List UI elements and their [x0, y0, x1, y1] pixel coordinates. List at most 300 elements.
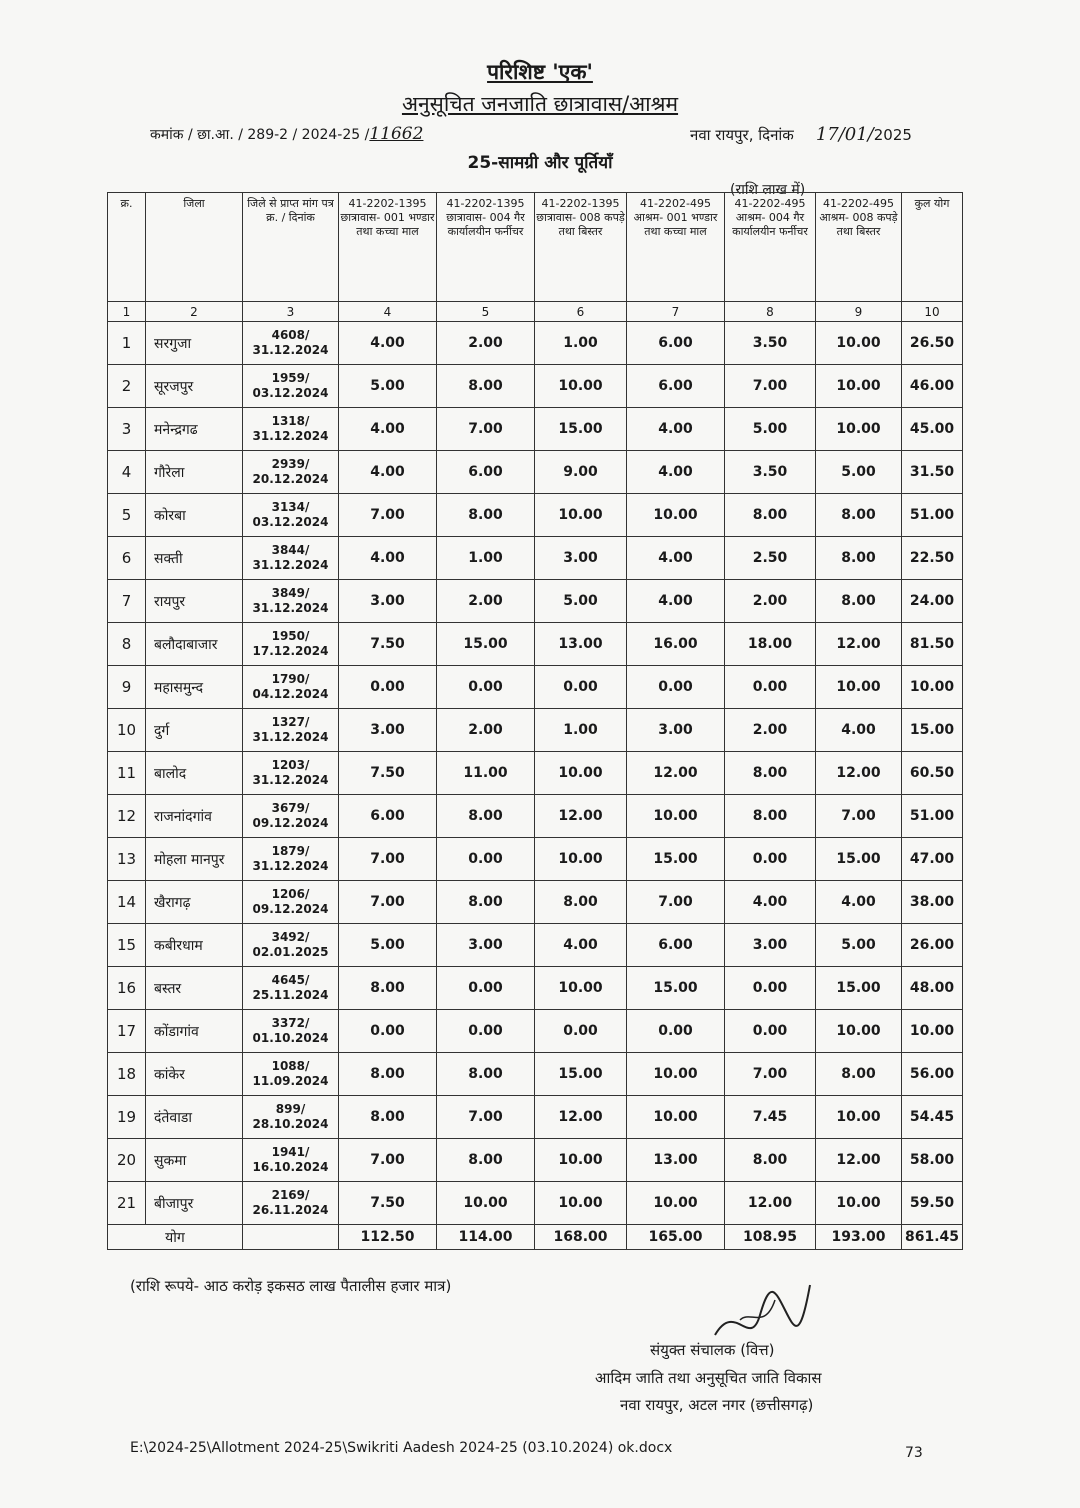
demand-ref-cell — [243, 322, 339, 365]
demand-ref-cell — [243, 924, 339, 967]
amount-cell: 10.00 — [816, 1182, 902, 1225]
amount-cell: 15.00 — [627, 967, 725, 1010]
amount-cell: 8.00 — [437, 1139, 535, 1182]
demand-ref-cell — [243, 967, 339, 1010]
amount-cell: 10.00 — [535, 1139, 627, 1182]
amount-cell: 3.00 — [339, 580, 437, 623]
serial-number-cell: 8 — [108, 623, 146, 666]
row-total-cell: 56.00 — [902, 1053, 963, 1096]
amount-cell: 12.00 — [535, 795, 627, 838]
amount-cell: 15.00 — [535, 408, 627, 451]
row-total-cell: 58.00 — [902, 1139, 963, 1182]
amount-cell: 5.00 — [816, 924, 902, 967]
amount-cell: 0.00 — [627, 1010, 725, 1053]
district-cell: सुकमा — [146, 1139, 243, 1182]
district-cell: दंतेवाडा — [146, 1096, 243, 1139]
demand-ref-number: 3844/ — [271, 543, 310, 557]
amount-cell: 12.00 — [816, 752, 902, 795]
table-row — [108, 881, 963, 924]
column-number-cell: 10 — [902, 302, 963, 322]
amount-cell: 8.00 — [437, 795, 535, 838]
demand-ref-number: 3134/ — [271, 500, 310, 514]
serial-number-cell: 16 — [108, 967, 146, 1010]
signatory-department: आदिम जाति तथा अनुसूचित जाति विकास — [595, 1369, 822, 1387]
row-total-cell: 22.50 — [902, 537, 963, 580]
table-row — [108, 924, 963, 967]
amount-cell: 2.00 — [725, 580, 816, 623]
amount-cell: 6.00 — [437, 451, 535, 494]
table-row — [108, 709, 963, 752]
table-row — [108, 1010, 963, 1053]
amount-in-words: (राशि रूपये- आठ करोड़ इकसठ लाख पैतालीस हजार मात्र) — [130, 1277, 452, 1295]
amount-cell: 5.00 — [339, 365, 437, 408]
table-row — [108, 752, 963, 795]
district-cell: कोरबा — [146, 494, 243, 537]
date-year: 2025 — [873, 126, 912, 144]
demand-ref-date: 03.12.2024 — [252, 515, 329, 529]
amount-cell: 3.00 — [535, 537, 627, 580]
amount-cell: 10.00 — [816, 408, 902, 451]
demand-ref-date: 31.12.2024 — [252, 730, 329, 744]
table-row — [108, 580, 963, 623]
amount-cell: 8.00 — [816, 537, 902, 580]
district-cell: कबीरधाम — [146, 924, 243, 967]
amount-cell: 2.00 — [437, 580, 535, 623]
file-path: E:\2024-25\Allotment 2024-25\Swikriti Aadesh 2024-25 (03.10.2024) ok.docx — [130, 1440, 673, 1456]
serial-number-cell: 17 — [108, 1010, 146, 1053]
row-total-cell: 46.00 — [902, 365, 963, 408]
amount-cell: 10.00 — [437, 1182, 535, 1225]
demand-ref-cell — [243, 881, 339, 924]
amount-cell: 2.00 — [725, 709, 816, 752]
amount-cell: 4.00 — [816, 881, 902, 924]
amount-cell: 0.00 — [725, 838, 816, 881]
amount-cell: 0.00 — [535, 1010, 627, 1053]
table-row — [108, 494, 963, 537]
demand-ref-cell — [243, 580, 339, 623]
demand-ref-cell — [243, 1096, 339, 1139]
amount-cell: 7.00 — [816, 795, 902, 838]
amount-cell: 10.00 — [816, 666, 902, 709]
amount-cell: 4.00 — [816, 709, 902, 752]
district-cell: बस्तर — [146, 967, 243, 1010]
row-total-cell: 38.00 — [902, 881, 963, 924]
amount-cell: 10.00 — [535, 365, 627, 408]
amount-cell: 7.00 — [339, 494, 437, 537]
amount-cell: 10.00 — [627, 1053, 725, 1096]
amount-cell: 10.00 — [535, 1182, 627, 1225]
amount-cell: 7.00 — [339, 1139, 437, 1182]
column-total-cell: 168.00 — [535, 1225, 627, 1250]
unit-note: (राशि लाख में) — [730, 182, 806, 198]
amount-cell: 7.45 — [725, 1096, 816, 1139]
row-total-cell: 54.45 — [902, 1096, 963, 1139]
district-cell: सूरजपुर — [146, 365, 243, 408]
amount-cell: 10.00 — [816, 1096, 902, 1139]
amount-cell: 7.00 — [437, 408, 535, 451]
amount-cell: 7.00 — [725, 365, 816, 408]
amount-cell: 1.00 — [535, 322, 627, 365]
column-number-cell: 8 — [725, 302, 816, 322]
header-cell: जिला — [146, 193, 243, 302]
amount-cell: 10.00 — [816, 365, 902, 408]
demand-ref-number: 2169/ — [271, 1188, 310, 1202]
header-cell: 41-2202-495 आश्रम- 008 कपड़े तथा बिस्तर — [816, 193, 902, 302]
demand-ref-cell — [243, 795, 339, 838]
demand-ref-number: 1206/ — [271, 887, 310, 901]
row-total-cell: 47.00 — [902, 838, 963, 881]
demand-ref-date: 09.12.2024 — [252, 902, 329, 916]
amount-cell: 15.00 — [816, 967, 902, 1010]
table-row — [108, 1139, 963, 1182]
amount-cell: 10.00 — [627, 1182, 725, 1225]
amount-cell: 8.00 — [816, 580, 902, 623]
amount-cell: 8.00 — [725, 494, 816, 537]
row-total-cell: 26.50 — [902, 322, 963, 365]
amount-cell: 16.00 — [627, 623, 725, 666]
amount-cell: 0.00 — [339, 1010, 437, 1053]
amount-cell: 8.00 — [816, 494, 902, 537]
demand-ref-number: 899/ — [275, 1102, 306, 1116]
amount-cell: 8.00 — [535, 881, 627, 924]
amount-cell: 12.00 — [627, 752, 725, 795]
amount-cell: 12.00 — [535, 1096, 627, 1139]
demand-ref-date: 09.12.2024 — [252, 816, 329, 830]
amount-cell: 3.00 — [627, 709, 725, 752]
amount-cell: 4.00 — [339, 451, 437, 494]
amount-cell: 8.00 — [339, 1096, 437, 1139]
header-cell: कुल योग — [902, 193, 963, 302]
demand-ref-cell — [243, 1010, 339, 1053]
demand-ref-date: 31.12.2024 — [252, 859, 329, 873]
district-cell: दुर्ग — [146, 709, 243, 752]
demand-ref-number: 4608/ — [271, 328, 310, 342]
amount-cell: 4.00 — [627, 537, 725, 580]
reference-handwritten: 11662 — [369, 124, 424, 144]
table-row — [108, 838, 963, 881]
amount-cell: 4.00 — [627, 408, 725, 451]
amount-cell: 3.00 — [725, 924, 816, 967]
amount-cell: 0.00 — [725, 967, 816, 1010]
serial-number-cell: 7 — [108, 580, 146, 623]
demand-ref-number: 3492/ — [271, 930, 310, 944]
grand-total-cell: 861.45 — [902, 1225, 963, 1250]
column-number-row — [108, 302, 963, 322]
amount-cell: 13.00 — [535, 623, 627, 666]
amount-cell: 8.00 — [437, 1053, 535, 1096]
amount-cell: 7.50 — [339, 623, 437, 666]
serial-number-cell: 15 — [108, 924, 146, 967]
demand-ref-cell — [243, 623, 339, 666]
row-total-cell: 31.50 — [902, 451, 963, 494]
row-total-cell: 51.00 — [902, 795, 963, 838]
demand-ref-number: 1879/ — [271, 844, 310, 858]
serial-number-cell: 20 — [108, 1139, 146, 1182]
table-row — [108, 322, 963, 365]
demand-ref-date: 01.10.2024 — [252, 1031, 329, 1045]
demand-ref-number: 1327/ — [271, 715, 310, 729]
demand-ref-cell — [243, 408, 339, 451]
serial-number-cell: 1 — [108, 322, 146, 365]
demand-ref-date: 02.01.2025 — [252, 945, 329, 959]
amount-cell: 4.00 — [627, 580, 725, 623]
table-row — [108, 537, 963, 580]
column-total-cell: 114.00 — [437, 1225, 535, 1250]
amount-cell: 3.00 — [339, 709, 437, 752]
amount-cell: 6.00 — [627, 365, 725, 408]
row-total-cell: 59.50 — [902, 1182, 963, 1225]
amount-cell: 4.00 — [339, 537, 437, 580]
demand-ref-cell — [243, 666, 339, 709]
demand-ref-date: 31.12.2024 — [252, 601, 329, 615]
serial-number-cell: 13 — [108, 838, 146, 881]
header-cell: 41-2202-495 आश्रम- 001 भण्डार तथा कच्चा माल — [627, 193, 725, 302]
serial-number-cell: 12 — [108, 795, 146, 838]
amount-cell: 10.00 — [816, 1010, 902, 1053]
table-row — [108, 795, 963, 838]
signatory-address: नवा रायपुर, अटल नगर (छत्तीसगढ़) — [620, 1396, 814, 1414]
amount-cell: 0.00 — [437, 1010, 535, 1053]
amount-cell: 15.00 — [437, 623, 535, 666]
table-row — [108, 1096, 963, 1139]
amount-cell: 3.50 — [725, 451, 816, 494]
demand-ref-date: 20.12.2024 — [252, 472, 329, 486]
amount-cell: 10.00 — [535, 752, 627, 795]
amount-cell: 8.00 — [816, 1053, 902, 1096]
district-cell: बलौदाबाजार — [146, 623, 243, 666]
demand-ref-number: 3372/ — [271, 1016, 310, 1030]
column-total-cell: 108.95 — [725, 1225, 816, 1250]
demand-ref-number: 2939/ — [271, 457, 310, 471]
demand-ref-date: 17.12.2024 — [252, 644, 329, 658]
amount-cell: 12.00 — [816, 1139, 902, 1182]
column-number-cell: 2 — [146, 302, 243, 322]
header-cell: क्र. — [108, 193, 146, 302]
row-total-cell: 60.50 — [902, 752, 963, 795]
table-row — [108, 1053, 963, 1096]
district-cell: मनेन्द्रगढ — [146, 408, 243, 451]
place-date-label: नवा रायपुर, दिनांक — [690, 126, 794, 144]
serial-number-cell: 21 — [108, 1182, 146, 1225]
row-total-cell: 48.00 — [902, 967, 963, 1010]
serial-number-cell: 9 — [108, 666, 146, 709]
table-header-row — [108, 193, 963, 302]
column-number-cell: 5 — [437, 302, 535, 322]
demand-ref-cell — [243, 451, 339, 494]
header-cell: 41-2202-1395 छात्रावास- 001 भण्डार तथा कच्चा माल — [339, 193, 437, 302]
amount-cell: 5.00 — [535, 580, 627, 623]
amount-cell: 4.00 — [535, 924, 627, 967]
demand-ref-number: 1941/ — [271, 1145, 310, 1159]
district-cell: राजनांदगांव — [146, 795, 243, 838]
district-cell: महासमुन्द — [146, 666, 243, 709]
table-row — [108, 365, 963, 408]
amount-cell: 8.00 — [437, 494, 535, 537]
demand-ref-date: 26.11.2024 — [252, 1203, 329, 1217]
serial-number-cell: 19 — [108, 1096, 146, 1139]
amount-cell: 5.00 — [816, 451, 902, 494]
amount-cell: 12.00 — [725, 1182, 816, 1225]
amount-cell: 8.00 — [339, 1053, 437, 1096]
column-number-cell: 1 — [108, 302, 146, 322]
amount-cell: 1.00 — [535, 709, 627, 752]
row-total-cell: 10.00 — [902, 666, 963, 709]
amount-cell: 15.00 — [816, 838, 902, 881]
district-cell: रायपुर — [146, 580, 243, 623]
amount-cell: 10.00 — [627, 494, 725, 537]
date-handwritten: 17/01/ — [815, 124, 874, 145]
header-cell: 41-2202-1395 छात्रावास- 008 कपड़े तथा बिस्तर — [535, 193, 627, 302]
demand-ref-cell — [243, 537, 339, 580]
header-cell: जिले से प्राप्त मांग पत्र क्र. / दिनांक — [243, 193, 339, 302]
amount-cell: 7.00 — [339, 838, 437, 881]
amount-cell: 8.00 — [437, 881, 535, 924]
table-row — [108, 1182, 963, 1225]
row-total-cell: 15.00 — [902, 709, 963, 752]
column-total-cell: 112.50 — [339, 1225, 437, 1250]
district-cell: मोहला मानपुर — [146, 838, 243, 881]
place-date — [690, 124, 912, 145]
demand-ref-date: 04.12.2024 — [252, 687, 329, 701]
amount-cell: 0.00 — [535, 666, 627, 709]
amount-cell: 3.00 — [437, 924, 535, 967]
amount-cell: 10.00 — [627, 795, 725, 838]
column-number-cell: 6 — [535, 302, 627, 322]
amount-cell: 7.50 — [339, 752, 437, 795]
amount-cell: 1.00 — [437, 537, 535, 580]
demand-ref-number: 1950/ — [271, 629, 310, 643]
header-cell: 41-2202-495 आश्रम- 004 गैर कार्यालयीन फर्नीचर — [725, 193, 816, 302]
amount-cell: 4.00 — [725, 881, 816, 924]
amount-cell: 8.00 — [725, 752, 816, 795]
amount-cell: 15.00 — [627, 838, 725, 881]
amount-cell: 4.00 — [339, 408, 437, 451]
page-number: 73 — [905, 1445, 923, 1461]
table-row — [108, 666, 963, 709]
amount-cell: 7.50 — [339, 1182, 437, 1225]
allotment-table — [107, 192, 963, 1250]
amount-cell: 0.00 — [437, 838, 535, 881]
header-cell: 41-2202-1395 छात्रावास- 004 गैर कार्यालयीन फर्नीचर — [437, 193, 535, 302]
row-total-cell: 26.00 — [902, 924, 963, 967]
district-cell: खैरागढ़ — [146, 881, 243, 924]
table-row — [108, 408, 963, 451]
totals-row — [108, 1225, 963, 1250]
demand-ref-date: 31.12.2024 — [252, 429, 329, 443]
amount-cell: 10.00 — [535, 967, 627, 1010]
demand-ref-date: 31.12.2024 — [252, 773, 329, 787]
column-number-cell: 9 — [816, 302, 902, 322]
column-number-cell: 7 — [627, 302, 725, 322]
amount-cell: 0.00 — [339, 666, 437, 709]
demand-ref-date: 31.12.2024 — [252, 558, 329, 572]
amount-cell: 15.00 — [535, 1053, 627, 1096]
table-row — [108, 967, 963, 1010]
demand-ref-date: 11.09.2024 — [252, 1074, 329, 1088]
reference-prefix: कमांक / छा.आ. / 289-2 / 2024-25 / — [150, 127, 370, 143]
demand-ref-date: 03.12.2024 — [252, 386, 329, 400]
demand-ref-cell — [243, 1053, 339, 1096]
row-total-cell: 45.00 — [902, 408, 963, 451]
row-total-cell: 24.00 — [902, 580, 963, 623]
serial-number-cell: 6 — [108, 537, 146, 580]
amount-cell: 10.00 — [535, 494, 627, 537]
district-cell: कांकेर — [146, 1053, 243, 1096]
demand-ref-number: 3849/ — [271, 586, 310, 600]
amount-cell: 8.00 — [725, 1139, 816, 1182]
amount-cell: 6.00 — [339, 795, 437, 838]
amount-cell: 11.00 — [437, 752, 535, 795]
demand-ref-number: 4645/ — [271, 973, 310, 987]
amount-cell: 3.50 — [725, 322, 816, 365]
district-cell: सक्ती — [146, 537, 243, 580]
demand-ref-date: 31.12.2024 — [252, 343, 329, 357]
amount-cell: 2.00 — [437, 709, 535, 752]
amount-cell: 5.00 — [339, 924, 437, 967]
amount-cell: 0.00 — [725, 1010, 816, 1053]
amount-cell: 13.00 — [627, 1139, 725, 1182]
district-cell: गौरेला — [146, 451, 243, 494]
amount-cell: 6.00 — [627, 322, 725, 365]
amount-cell: 9.00 — [535, 451, 627, 494]
totals-label: योग — [108, 1225, 243, 1250]
amount-cell: 12.00 — [816, 623, 902, 666]
amount-cell: 7.00 — [339, 881, 437, 924]
amount-cell: 0.00 — [725, 666, 816, 709]
amount-cell: 5.00 — [725, 408, 816, 451]
amount-cell: 18.00 — [725, 623, 816, 666]
serial-number-cell: 14 — [108, 881, 146, 924]
demand-ref-cell — [243, 1139, 339, 1182]
column-number-cell: 3 — [243, 302, 339, 322]
demand-ref-number: 1318/ — [271, 414, 310, 428]
serial-number-cell: 2 — [108, 365, 146, 408]
serial-number-cell: 5 — [108, 494, 146, 537]
signatory-designation: संयुक्त संचालक (वित्त) — [650, 1341, 775, 1359]
amount-cell: 0.00 — [437, 967, 535, 1010]
demand-ref-number: 1203/ — [271, 758, 310, 772]
serial-number-cell: 18 — [108, 1053, 146, 1096]
amount-cell: 10.00 — [627, 1096, 725, 1139]
amount-cell: 7.00 — [437, 1096, 535, 1139]
amount-cell: 0.00 — [627, 666, 725, 709]
amount-cell: 4.00 — [627, 451, 725, 494]
amount-cell: 10.00 — [535, 838, 627, 881]
row-total-cell: 10.00 — [902, 1010, 963, 1053]
demand-ref-number: 1959/ — [271, 371, 310, 385]
amount-cell: 8.00 — [725, 795, 816, 838]
document-title: अनुसूचित जनजाति छात्रावास/आश्रम — [401, 92, 679, 116]
amount-cell: 7.00 — [725, 1053, 816, 1096]
demand-ref-cell — [243, 494, 339, 537]
row-total-cell: 81.50 — [902, 623, 963, 666]
serial-number-cell: 4 — [108, 451, 146, 494]
demand-ref-number: 1088/ — [271, 1059, 310, 1073]
demand-ref-date: 25.11.2024 — [252, 988, 329, 1002]
demand-ref-cell — [243, 838, 339, 881]
amount-cell: 2.00 — [437, 322, 535, 365]
annexure-title: परिशिष्ट 'एक' — [487, 60, 593, 84]
demand-ref-cell — [243, 709, 339, 752]
district-cell: बीजापुर — [146, 1182, 243, 1225]
amount-cell: 8.00 — [339, 967, 437, 1010]
demand-ref-cell — [243, 365, 339, 408]
section-title: 25-सामग्री और पूर्तियाँ — [467, 153, 613, 173]
demand-ref-date: 16.10.2024 — [252, 1160, 329, 1174]
serial-number-cell: 10 — [108, 709, 146, 752]
reference-number — [150, 124, 423, 144]
column-total-cell: 165.00 — [627, 1225, 725, 1250]
